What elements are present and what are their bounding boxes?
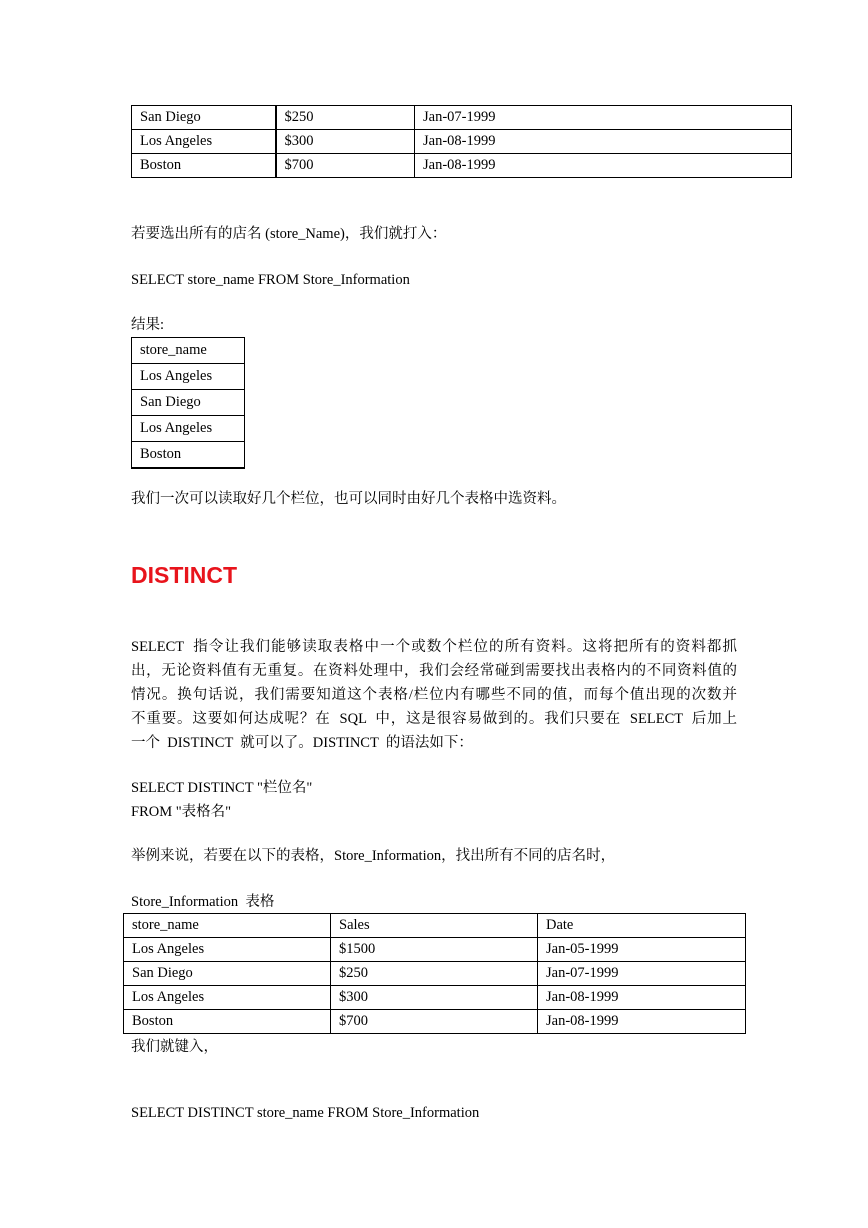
table-row [132, 390, 245, 416]
table-cell-date: Jan-08-1999 [538, 986, 746, 1010]
table-row [132, 416, 245, 442]
table-row [124, 962, 746, 986]
query-select-store-name: SELECT store_name FROM Store_Information [131, 272, 410, 288]
paragraph-line: 一个 DISTINCT 就可以了。DISTINCT 的语法如下： [131, 735, 473, 751]
table-row [132, 154, 792, 178]
paragraph-line: 出，无论资料值有无重复。在资料处理中，我们会经常碰到需要找出表格内的不同资料值的 [131, 663, 737, 679]
example-text: 举例来说，若要在以下的表格，Store_Information，找出所有不同的店名时， [131, 848, 616, 864]
table-cell-store: Los Angeles [124, 986, 331, 1010]
paragraph-line: SELECT 指令让我们能够读取表格中一个或数个栏位的所有资料。这将把所有的资料都抓 [131, 639, 737, 655]
table-cell-date: Jan-07-1999 [415, 106, 792, 130]
paragraph-line: 不重要。这要如何达成呢？在 SQL 中，这是很容易做到的。我们只要在 SELECT 后加上 [131, 711, 737, 727]
table-row [124, 986, 746, 1010]
table-cell-date: Jan-08-1999 [538, 1010, 746, 1034]
table-header-cell: store_name [132, 338, 245, 364]
table-cell-sales: $300 [331, 986, 538, 1010]
table-cell-store: Boston [124, 1010, 331, 1034]
table-row [132, 442, 245, 469]
store-information-table [123, 913, 746, 1034]
table-cell-store: San Diego [124, 962, 331, 986]
syntax-line-from: FROM "表格名" [131, 804, 232, 820]
table-row [132, 130, 792, 154]
result-table [131, 337, 245, 469]
section-heading-distinct: DISTINCT [131, 562, 238, 588]
table-cell: Los Angeles [132, 364, 245, 390]
table-cell-store: Boston [132, 154, 276, 178]
table-header-cell: store_name [124, 914, 331, 938]
distinct-paragraph [131, 635, 737, 755]
table-row [124, 938, 746, 962]
table-row [132, 364, 245, 390]
table-cell-store: Los Angeles [132, 130, 276, 154]
table-cell-sales: $250 [331, 962, 538, 986]
table-cell-sales: $1500 [331, 938, 538, 962]
table-row [132, 106, 792, 130]
table-header-cell: Sales [331, 914, 538, 938]
query-select-distinct: SELECT DISTINCT store_name FROM Store_Information [131, 1105, 480, 1121]
syntax-line-select: SELECT DISTINCT "栏位名" [131, 780, 313, 796]
paragraph-line: 情况。换句话说，我们需要知道这个表格/栏位内有哪些不同的值，而每个值出现的次数并 [131, 687, 737, 703]
table-row [132, 338, 245, 364]
table-cell-sales: $300 [276, 130, 415, 154]
top-data-table [131, 105, 792, 178]
table-cell: San Diego [132, 390, 245, 416]
table-cell-date: Jan-07-1999 [538, 962, 746, 986]
table-header-row [124, 914, 746, 938]
table-cell-sales: $700 [276, 154, 415, 178]
syntax-block [131, 776, 312, 824]
table-cell: Los Angeles [132, 416, 245, 442]
table-cell-store: San Diego [132, 106, 276, 130]
table-cell-sales: $700 [331, 1010, 538, 1034]
table-cell-date: Jan-08-1999 [415, 130, 792, 154]
table-cell-date: Jan-05-1999 [538, 938, 746, 962]
table-cell-store: Los Angeles [124, 938, 331, 962]
enter-text: 我们就键入， [131, 1039, 218, 1055]
table-header-cell: Date [538, 914, 746, 938]
table-row [124, 1010, 746, 1034]
table-cell-date: Jan-08-1999 [415, 154, 792, 178]
result-label: 结果: [131, 317, 165, 333]
table-caption: Store_Information 表格 [131, 894, 275, 910]
table-cell-sales: $250 [276, 106, 415, 130]
table-cell: Boston [132, 442, 245, 469]
multi-column-text: 我们一次可以读取好几个栏位，也可以同时由好几个表格中选资料。 [131, 491, 566, 507]
intro-text: 若要选出所有的店名 (store_Name)，我们就打入： [131, 226, 447, 242]
